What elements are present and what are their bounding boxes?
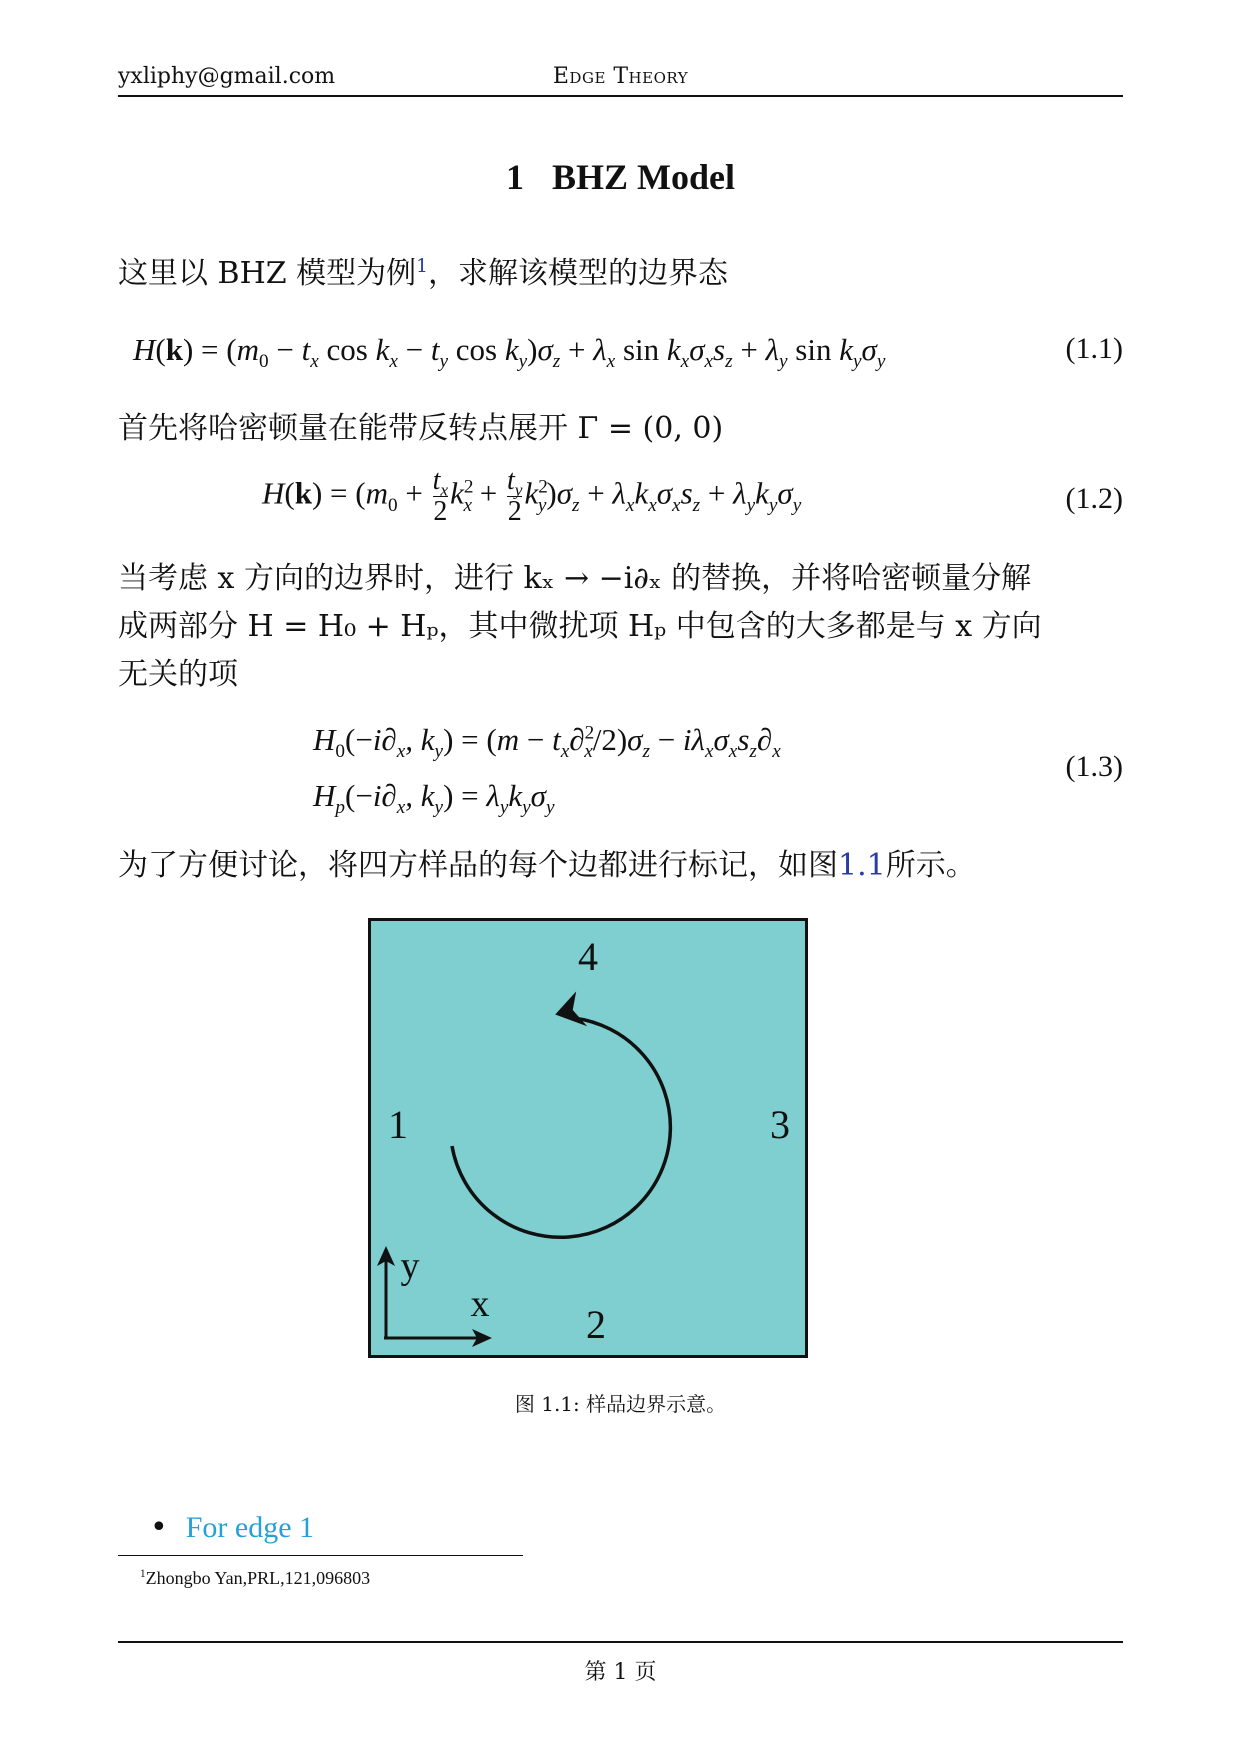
axis-label-x: x <box>470 1283 490 1325</box>
paragraph-intro <box>118 250 1126 298</box>
paragraph-figure-ref-text: 为了方便讨论，将四方样品的每个边都进行标记，如图 <box>118 848 838 883</box>
footnote-mark: 1 <box>140 1568 146 1580</box>
section-title-text: BHZ Model <box>551 157 735 197</box>
page-number: 第 1 页 <box>584 1660 657 1685</box>
paragraph-substitution <box>118 555 1126 699</box>
paragraph-substitution-line-3: 无关的项 <box>118 657 238 692</box>
section-number: 1 <box>505 157 524 197</box>
paragraph-figure-ref <box>118 842 1126 890</box>
equation-1-1: $H(k) = (m_0 - t_x$ $\cos k_x - t_y$ $\cos k_y)\sigma_z + \lambda_x$ $\sin k_x\sigma_xs_z + \lambda_y$ $\sin k_y\sigma_y$ <box>133 332 886 373</box>
sample-edge-figure <box>368 918 808 1358</box>
edge-label-right: 3 <box>770 1102 790 1147</box>
bullet-link[interactable]: For edge 1 <box>185 1511 315 1544</box>
footer-rule <box>118 1641 1123 1643</box>
figure-caption: 图 1.1: 样品边界示意。 <box>514 1392 727 1416</box>
edge-label-bottom: 2 <box>586 1302 606 1347</box>
paragraph-intro-text: 这里以 BHZ 模型为例 <box>118 256 417 291</box>
footnote-rule <box>118 1555 523 1556</box>
header-title: Edge Theory <box>552 64 689 89</box>
sample-square <box>370 920 807 1357</box>
paragraph-substitution-line-2: 成两部分 H = H₀ + Hₚ，其中微扰项 Hₚ 中包含的大多都是与 x 方向 <box>118 609 1042 644</box>
paragraph-expansion: 首先将哈密顿量在能带反转点展开 Γ = (0, 0) <box>118 411 724 446</box>
header-email: yxliphy@gmail.com <box>118 64 336 89</box>
equation-number-1-1: (1.1) <box>1065 332 1123 365</box>
bullet-dot: • <box>150 1510 168 1545</box>
footnote-ref[interactable]: 1 <box>416 256 428 277</box>
paragraph-intro-tail: ，求解该模型的边界态 <box>427 256 728 291</box>
header-rule <box>118 95 1123 97</box>
axis-label-y: y <box>400 1245 420 1287</box>
bullet-item <box>150 1510 314 1545</box>
equation-number-1-3: (1.3) <box>1065 750 1123 783</box>
paragraph-figure-ref-tail: 所示。 <box>885 848 976 883</box>
footnote <box>140 1568 370 1589</box>
footnote-text: Zhongbo Yan,PRL,121,096803 <box>145 1568 371 1588</box>
paragraph-substitution-line-1: 当考虑 x 方向的边界时，进行 kₓ → −i∂ₓ 的替换，并将哈密顿量分解 <box>118 561 1032 596</box>
equation-number-1-2: (1.2) <box>1065 482 1123 515</box>
section-title <box>0 156 1241 198</box>
figure-ref-link[interactable]: 1.1 <box>838 848 886 883</box>
equation-1-3-line-1: $H_0(-i\partial_x$, $k_y) = (m - t_x\partial^2_x/2)\sigma_z - i\lambda_x\sigma_xs_z\partial_x$ <box>313 722 781 763</box>
equation-1-3-line-2: $H_p(-i\partial_x$, $k_y) = \lambda_yk_y\sigma_y$ <box>313 778 555 819</box>
edge-label-left: 1 <box>388 1102 408 1147</box>
equation-1-2: $H(k) = (m_0$ + $\frac{t_x}{2}$ $k^2_x$ + $\frac{t_y}{2}$ $k^2_y)\sigma_z + \lambda_xk_x\sigma_xs_z + \lambda_yk_y\sigma_y$ <box>262 465 802 527</box>
edge-label-top: 4 <box>578 934 598 979</box>
